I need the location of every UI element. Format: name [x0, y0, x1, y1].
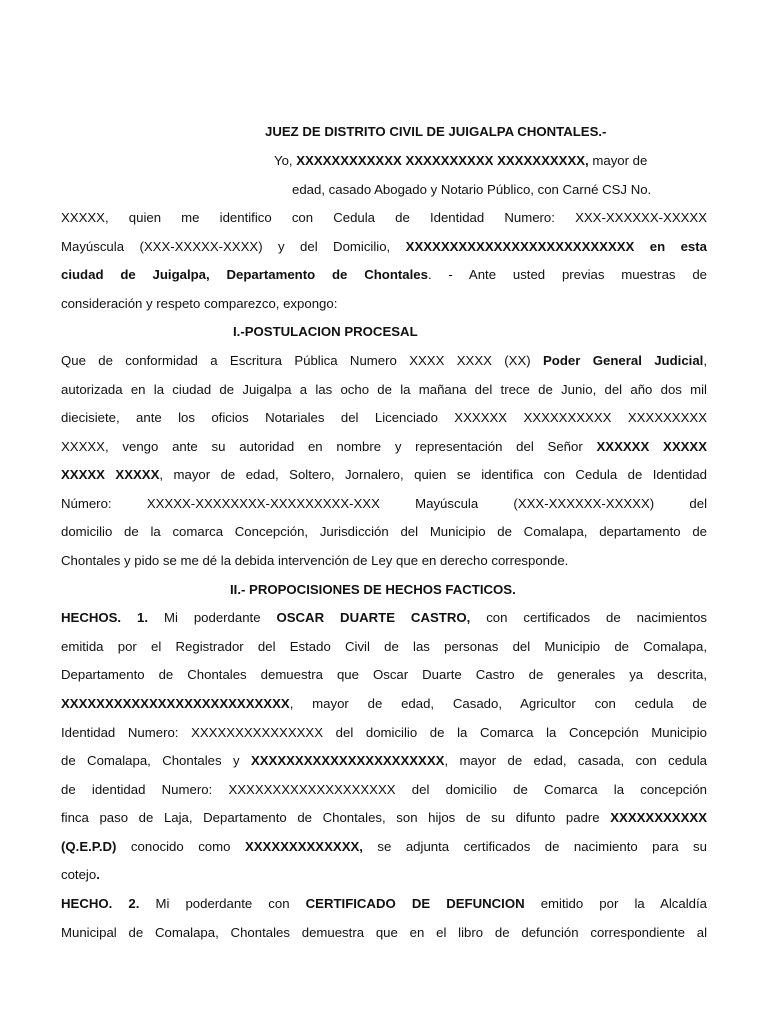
intro-line-3: XXXXX, quien me identifico con Cedula de Identidad Numero: XXX-XXXXXX-XXXXX — [61, 210, 707, 225]
section-heading-hechos: II.- PROPOCISIONES DE HECHOS FACTICOS. — [230, 582, 516, 597]
section1-line-7: domicilio de la comarca Concepción, Jurisdicción del Municipio de Comalapa, departamento de — [61, 524, 707, 539]
section-heading-postulacion: I.-POSTULACION PROCESAL — [233, 324, 418, 339]
hecho1-line-2: emitida por el Registrador del Estado Civil de las personas del Municipio de Comalapa, — [61, 639, 707, 654]
hecho1-line-10: cotejo. — [61, 867, 100, 882]
hecho1-line-3: Departamento de Chontales demuestra que Oscar Duarte Castro de generales ya descrita, — [61, 667, 707, 682]
intro-line-5: ciudad de Juigalpa, Departamento de Chontales. - Ante usted previas muestras de — [61, 267, 707, 282]
intro-line-2: edad, casado Abogado y Notario Público, con Carné CSJ No. — [292, 182, 652, 197]
section1-line-5: XXXXX XXXXX, mayor de edad, Soltero, Jornalero, quien se identifica con Cedula de Identidad — [61, 467, 707, 482]
hecho1-line-5: Identidad Numero: XXXXXXXXXXXXXXX del domicilio de la Comarca la Concepción Municipio — [61, 725, 707, 740]
document-title: JUEZ DE DISTRITO CIVIL DE JUIGALPA CHONTALES.- — [265, 124, 607, 139]
section1-line-4: XXXXX, vengo ante su autoridad en nombre y representación del Señor XXXXXX XXXXX — [61, 439, 707, 454]
intro-line-6: consideración y respeto comparezco, expongo: — [61, 296, 338, 311]
hecho1-line-9: (Q.E.P.D) conocido como XXXXXXXXXXXXX, se adjunta certificados de nacimiento para su — [61, 839, 707, 854]
hecho1-line-7: de identidad Numero: XXXXXXXXXXXXXXXXXXX del domicilio de Comarca la concepción — [61, 782, 707, 797]
section1-line-8: Chontales y pido se me dé la debida intervención de Ley que en derecho corresponde. — [61, 553, 569, 568]
section1-line-1: Que de conformidad a Escritura Pública Numero XXXX XXXX (XX) Poder General Judicial, — [61, 353, 707, 368]
hecho1-line-4: XXXXXXXXXXXXXXXXXXXXXXXXXX, mayor de edad, Casado, Agricultor con cedula de — [61, 696, 707, 711]
section1-line-6: Número: XXXXX-XXXXXXXX-XXXXXXXXX-XXX Mayúscula (XXX-XXXXXX-XXXXX) del — [61, 496, 707, 511]
hecho1-line-8: finca paso de Laja, Departamento de Chontales, son hijos de su difunto padre XXXXXXXXXXX — [61, 810, 707, 825]
hecho2-line-1: HECHO. 2. Mi poderdante con CERTIFICADO DE DEFUNCION emitido por la Alcaldía — [61, 896, 707, 911]
section1-line-3: diecisiete, ante los oficios Notariales del Licenciado XXXXXX XXXXXXXXXX XXXXXXXXX — [61, 410, 707, 425]
hecho2-line-2: Municipal de Comalapa, Chontales demuestra que en el libro de defunción correspondiente al — [61, 925, 707, 940]
intro-line-1: Yo, XXXXXXXXXXXX XXXXXXXXXX XXXXXXXXXX, mayor de — [274, 153, 648, 168]
hecho1-line-1: HECHOS. 1. Mi poderdante OSCAR DUARTE CASTRO, con certificados de nacimientos — [61, 610, 708, 625]
section1-line-2: autorizada en la ciudad de Juigalpa a las ocho de la mañana del trece de Junio, del año dos mil — [61, 382, 707, 397]
hecho1-line-6: de Comalapa, Chontales y XXXXXXXXXXXXXXXXXXXXXX, mayor de edad, casada, con cedula — [61, 753, 707, 768]
intro-line-4: Mayúscula (XXX-XXXXX-XXXX) y del Domicilio, XXXXXXXXXXXXXXXXXXXXXXXXXX en esta — [61, 239, 707, 254]
